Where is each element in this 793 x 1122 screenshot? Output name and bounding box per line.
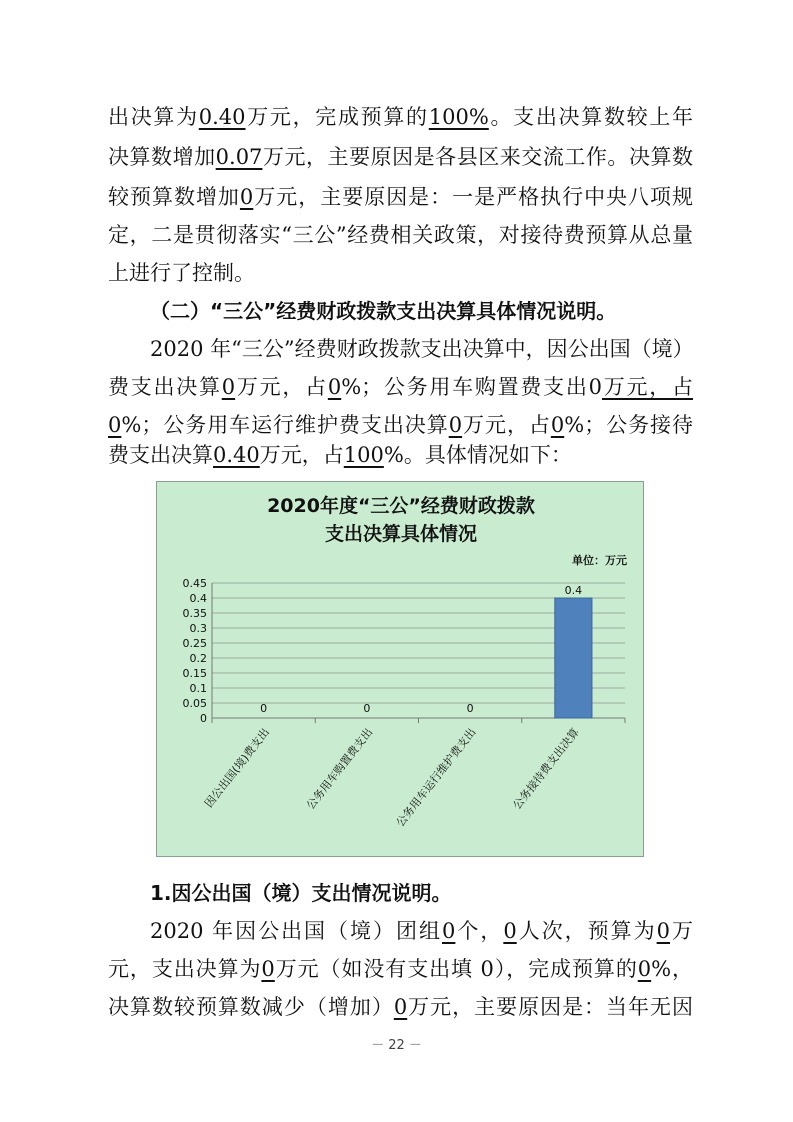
data-label: 0 [363,702,371,715]
bar [555,598,592,718]
underlined-value: 0 [656,919,671,943]
body-line: 决算数较预算数减少（增加）0万元，主要原因是：当年无因 [108,995,693,1019]
body-line: 费支出决算0.40万元，占100%。具体情况如下： [108,443,572,467]
body-line: 2020 年因公出国（境）团组0个，0人次，预算为0万 [150,919,694,943]
underlined-value: 100% [428,105,489,129]
x-category-label: 公务接待费支出决算 [510,725,582,812]
y-tick-label: 0.15 [182,667,207,680]
body-line: 出决算为0.40万元，完成预算的100%。支出决算数较上年 [108,105,694,129]
data-label: 0 [466,702,474,715]
bar-chart [156,481,644,857]
underlined-value: 0 [108,413,122,437]
section-heading: （二）“三公”经费财政拨款支出决算具体情况说明。 [150,299,617,323]
underlined-value: 万元，占 [602,375,693,399]
y-tick-label: 0 [200,712,207,725]
body-line: 费支出决算0万元，占0%；公务用车购置费支出0万元，占 [108,375,693,399]
underlined-value: 0 [239,185,254,209]
chart-svg [157,482,645,858]
y-tick-label: 0.45 [182,577,207,590]
x-category-label: 因公出国(境)费支出 [202,725,272,810]
y-tick-label: 0.35 [182,607,207,620]
underlined-value: 0.40 [198,105,246,129]
body-line: 元，支出决算为0万元（如没有支出填 0），完成预算的0%， [108,957,693,981]
underlined-value: 0 [261,957,275,981]
y-tick-label: 0.4 [189,592,207,605]
underlined-value: 0 [637,957,652,981]
y-tick-label: 0.1 [189,682,207,695]
underlined-value: 0 [327,375,342,399]
body-line: 决算数增加0.07万元，主要原因是各县区来交流工作。决算数 [108,145,694,169]
y-tick-label: 0.05 [182,697,207,710]
page-number: － 22 － [371,1038,422,1053]
body-line: 2020 年“三公”经费财政拨款支出决算中，因公出国（境） [150,337,694,361]
body-line: 较预算数增加0万元，主要原因是：一是严格执行中央八项规 [108,185,694,209]
chart-unit-label: 单位：万元 [572,554,627,567]
chart-title: 2020年度“三公”经费财政拨款 [267,495,535,517]
y-tick-label: 0.25 [182,637,207,650]
y-tick-label: 0.2 [189,652,207,665]
underlined-value: 0 [393,995,408,1019]
data-label: 0 [260,702,268,715]
body-line: 上进行了控制。 [108,261,255,285]
subsection-heading: 1.因公出国（境）支出情况说明。 [150,881,452,905]
underlined-value: 0.40 [213,443,260,467]
body-line: 0%；公务用车运行维护费支出决算0万元，占0%；公务接待 [108,413,694,437]
data-label: 0.4 [564,584,583,597]
underlined-value: 0 [442,919,456,943]
underlined-value: 0 [550,413,565,437]
underlined-value: 100 [343,443,384,467]
underlined-value: 0 [448,413,463,437]
x-category-label: 公务用车运行维护费支出 [393,725,479,830]
y-tick-label: 0.3 [189,622,207,635]
underlined-value: 0.07 [215,145,263,169]
x-category-label: 公务用车购置费支出 [304,725,376,812]
body-line: 定，二是贯彻落实“三公”经费相关政策，对接待费预算从总量 [108,223,693,247]
chart-title: 支出决算具体情况 [324,523,478,545]
underlined-value: 0 [503,919,517,943]
underlined-value: 0 [221,375,236,399]
